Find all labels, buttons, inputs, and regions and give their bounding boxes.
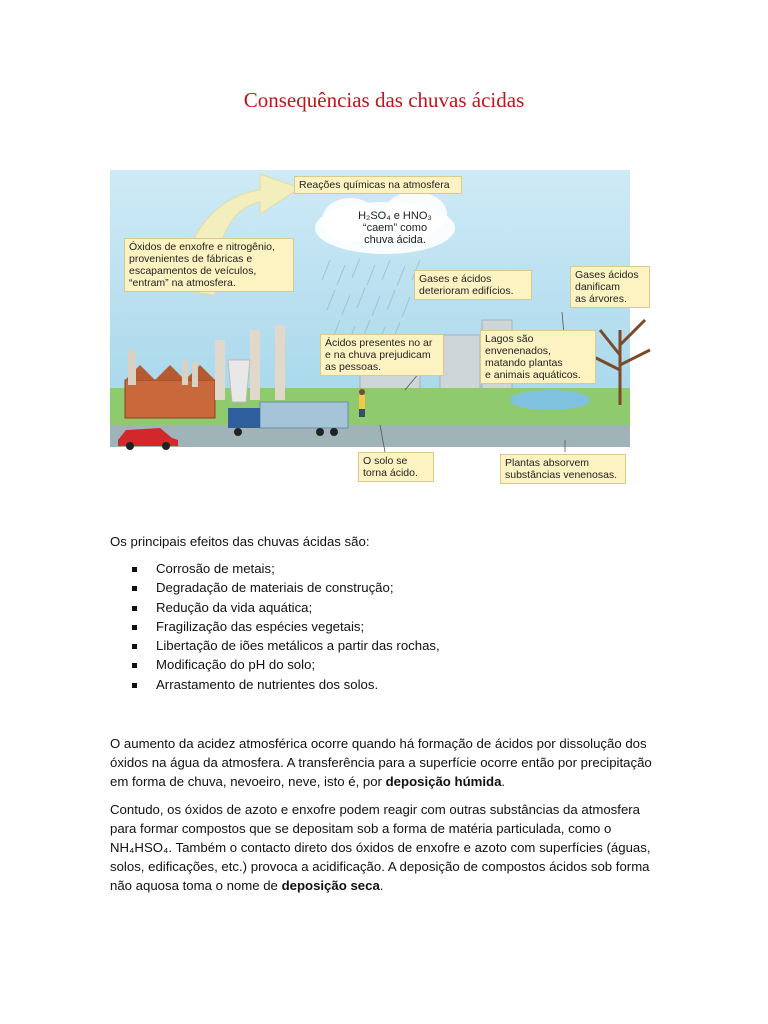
effect-item: Arrastamento de nutrientes dos solos. — [110, 675, 440, 694]
effect-item: Modificação do pH do solo; — [110, 655, 440, 674]
person-icon — [359, 389, 365, 417]
callout-solo: O solo se torna ácido. — [358, 452, 434, 482]
paragraph-end: . — [379, 878, 384, 893]
effect-item: Fragilização das espécies vegetais; — [110, 617, 440, 636]
page-title: Consequências das chuvas ácidas — [243, 88, 525, 112]
paragraph-text: O aumento da acidez atmosférica ocorre quando há formação de ácidos por dissolução dos óxidos na água da atmosfera. A transferência para a superfície ocorre então por precipitação em forma de chuva, nevoeiro, neve, isto é, por — [110, 736, 652, 789]
formula: NH₄HSO₄ — [110, 840, 169, 855]
effect-item: Redução da vida aquática; — [110, 598, 440, 617]
paragraph-wet-deposition — [110, 734, 662, 791]
term-dry-deposition: deposição seca — [281, 878, 380, 893]
callout-acidos-pessoas: Ácidos presentes no ar e na chuva prejudicam as pessoas. — [320, 334, 444, 376]
paragraph-end: . — [501, 774, 506, 789]
callout-gases-edificios: Gases e ácidos deterioram edifícios. — [414, 270, 532, 300]
effects-intro: Os principais efeitos das chuvas ácidas são: — [110, 534, 370, 549]
effect-item: Libertação de iões metálicos a partir das rochas, — [110, 636, 440, 655]
effect-item: Degradação de materiais de construção; — [110, 578, 440, 597]
callout-lagos: Lagos são envenenados, matando plantas e animais aquáticos. — [480, 330, 596, 384]
callout-cloud: H₂SO₄ e HNO₃ “caem” como chuva ácida. — [358, 210, 432, 246]
callout-plantas: Plantas absorvem substâncias venenosas. — [500, 454, 626, 484]
term-wet-deposition: deposição húmida — [385, 774, 502, 789]
lake — [510, 390, 590, 410]
acid-rain-illustration — [110, 170, 639, 483]
road — [110, 425, 630, 447]
callout-reacoes: Reações químicas na atmosfera — [294, 176, 462, 194]
paragraph-dry-deposition — [110, 800, 662, 895]
effect-item: Corrosão de metais; — [110, 559, 440, 578]
paragraph-text: . Também o contacto direto dos óxidos de enxofre e azoto com superfícies (águas, solos, edificações, etc.) provoca a acidificação. A deposição de compostos ácidos sob forma não aquosa toma o nome de — [110, 840, 651, 893]
callout-oxidos: Óxidos de enxofre e nitrogênio, provenientes de fábricas e escapamentos de veículos, “entram” na atmosfera. — [124, 238, 294, 292]
effects-list — [110, 559, 440, 694]
paragraph-text: Contudo, os óxidos de azoto e enxofre podem reagir com outras substâncias da atmosfera para formar compostos que se depositam sob a forma de matéria particulada, como o — [110, 802, 640, 836]
callout-gases-arvores: Gases ácidos danificam as árvores. — [570, 266, 650, 308]
